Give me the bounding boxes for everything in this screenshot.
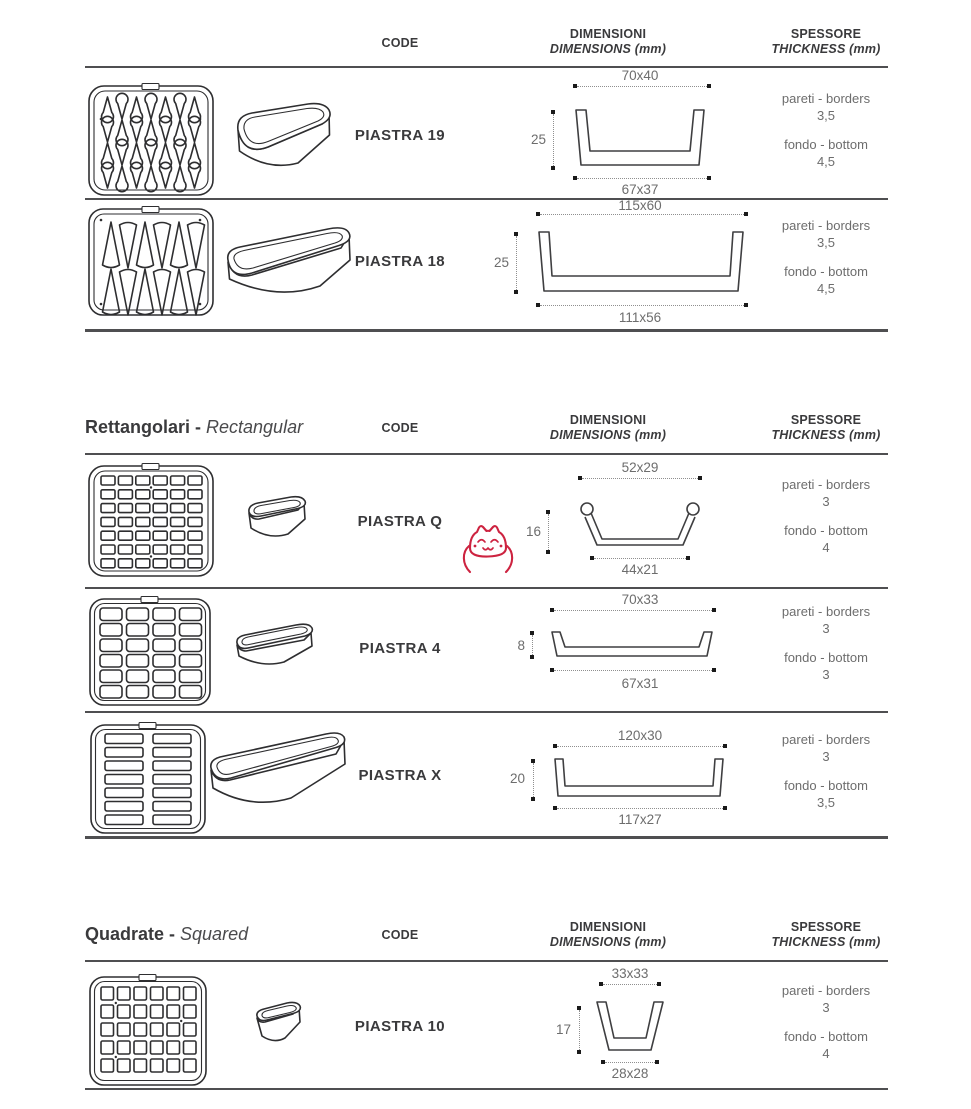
bottom-label: fondo - bottom bbox=[784, 264, 868, 279]
divider bbox=[85, 453, 888, 455]
dim-line-height bbox=[514, 232, 518, 294]
code-text: PIASTRA Q bbox=[357, 513, 443, 530]
dimensions-header-it: DIMENSIONI bbox=[569, 413, 647, 427]
piastra-x-plate-icon bbox=[89, 722, 207, 836]
piastra-19-profile-icon bbox=[571, 108, 709, 170]
dim-line-height bbox=[551, 110, 555, 170]
dim-top-label bbox=[560, 198, 720, 213]
dim-top-value: 70x33 bbox=[621, 592, 659, 607]
dim-line-top bbox=[553, 744, 727, 748]
dim-height-label bbox=[515, 524, 541, 539]
dim-line-bottom bbox=[573, 176, 711, 180]
piastra-4-code bbox=[300, 640, 500, 657]
dimensions-header-en: DIMENSIONS (mm) bbox=[549, 935, 667, 949]
dim-top-value: 70x40 bbox=[621, 68, 659, 83]
dim-height-value: 20 bbox=[509, 771, 525, 786]
divider bbox=[85, 711, 888, 713]
thickness-block bbox=[731, 217, 921, 297]
bottom-value: 4,5 bbox=[816, 281, 836, 296]
dim-bottom-value: 111x56 bbox=[618, 310, 662, 325]
bottom-label: fondo - bottom bbox=[784, 137, 868, 152]
bottom-value: 4 bbox=[822, 1046, 830, 1061]
dim-line-bottom bbox=[601, 1060, 659, 1064]
thickness-block bbox=[731, 603, 921, 683]
piastra-4-profile-icon bbox=[548, 630, 716, 660]
dim-top-value: 120x30 bbox=[617, 728, 663, 743]
dim-top-value: 33x33 bbox=[611, 966, 649, 981]
dim-bottom-label bbox=[560, 310, 720, 325]
dim-line-bottom bbox=[590, 556, 690, 560]
column-header-code bbox=[310, 928, 490, 943]
dim-bottom-label bbox=[550, 1066, 710, 1081]
bottom-label: fondo - bottom bbox=[784, 778, 868, 793]
dim-height-value: 25 bbox=[530, 132, 546, 147]
thickness-header-it: SPESSORE bbox=[790, 27, 862, 41]
dim-bottom-label bbox=[560, 562, 720, 577]
dim-height-label bbox=[501, 638, 525, 653]
column-header-code bbox=[310, 36, 490, 51]
thickness-header-it: SPESSORE bbox=[790, 920, 862, 934]
dim-bottom-value: 67x31 bbox=[621, 676, 659, 691]
dim-line-top bbox=[599, 982, 661, 986]
section-title-en: Squared bbox=[180, 924, 249, 944]
dim-top-label bbox=[550, 966, 710, 981]
code-header-label: CODE bbox=[381, 36, 419, 50]
column-header-thickness bbox=[736, 920, 916, 950]
dim-line-top bbox=[550, 608, 716, 612]
piastra-10-profile-icon bbox=[594, 1000, 666, 1056]
code-text: PIASTRA 10 bbox=[354, 1018, 446, 1035]
dim-bottom-value: 28x28 bbox=[611, 1066, 649, 1081]
dim-line-top bbox=[536, 212, 748, 216]
divider bbox=[85, 198, 888, 200]
piastra-10-code bbox=[300, 1018, 500, 1035]
bottom-value: 4,5 bbox=[816, 154, 836, 169]
thickness-header-en: THICKNESS (mm) bbox=[771, 428, 881, 442]
dimensions-header-it: DIMENSIONI bbox=[569, 27, 647, 41]
piastra-18-plate-icon bbox=[87, 206, 215, 318]
section-title-it: Quadrate - bbox=[85, 924, 181, 944]
code-text: PIASTRA 4 bbox=[359, 640, 441, 657]
piastra-4-plate-icon bbox=[88, 596, 212, 708]
dim-height-label bbox=[483, 255, 509, 270]
piastra-x-code bbox=[300, 767, 500, 784]
dim-top-label bbox=[560, 592, 720, 607]
dim-height-value: 17 bbox=[555, 1022, 571, 1037]
column-header-code bbox=[310, 421, 490, 436]
borders-value: 3 bbox=[822, 494, 830, 509]
thickness-block bbox=[731, 982, 921, 1062]
piastra-19-plate-icon bbox=[87, 82, 215, 198]
dim-height-label bbox=[545, 1022, 571, 1037]
dimensions-header-en: DIMENSIONS (mm) bbox=[549, 428, 667, 442]
section-title-en: Rectangular bbox=[206, 417, 304, 437]
piastra-18-profile-icon bbox=[534, 230, 748, 296]
dim-line-bottom bbox=[550, 668, 716, 672]
bottom-value: 3 bbox=[822, 667, 830, 682]
column-header-dimensions bbox=[518, 920, 698, 950]
dim-height-value: 16 bbox=[525, 524, 541, 539]
thickness-block bbox=[731, 731, 921, 811]
dim-top-label bbox=[560, 728, 720, 743]
dim-height-label bbox=[520, 132, 546, 147]
dim-line-bottom bbox=[536, 303, 748, 307]
cat-mascot-icon bbox=[462, 524, 514, 580]
bottom-value: 3,5 bbox=[816, 795, 836, 810]
code-header-label: CODE bbox=[381, 928, 419, 942]
bottom-label: fondo - bottom bbox=[784, 523, 868, 538]
thickness-header-en: THICKNESS (mm) bbox=[771, 935, 881, 949]
borders-value: 3,5 bbox=[816, 108, 836, 123]
column-header-dimensions bbox=[518, 27, 698, 57]
column-header-thickness bbox=[736, 413, 916, 443]
divider bbox=[85, 960, 888, 962]
borders-label: pareti - borders bbox=[781, 604, 871, 619]
dim-height-label bbox=[499, 771, 525, 786]
divider bbox=[85, 587, 888, 589]
code-text: PIASTRA 19 bbox=[354, 127, 446, 144]
divider bbox=[85, 1088, 888, 1090]
dim-top-value: 115x60 bbox=[618, 198, 662, 213]
borders-value: 3 bbox=[822, 749, 830, 764]
bottom-label: fondo - bottom bbox=[784, 1029, 868, 1044]
borders-label: pareti - borders bbox=[781, 218, 871, 233]
borders-value: 3 bbox=[822, 621, 830, 636]
dimensions-header-it: DIMENSIONI bbox=[569, 920, 647, 934]
piastra-10-mold-icon bbox=[252, 998, 306, 1054]
code-text: PIASTRA 18 bbox=[354, 253, 446, 270]
thickness-block bbox=[731, 90, 921, 170]
dim-line-height bbox=[577, 1006, 581, 1054]
code-text: PIASTRA X bbox=[358, 767, 442, 784]
borders-value: 3,5 bbox=[816, 235, 836, 250]
borders-label: pareti - borders bbox=[781, 983, 871, 998]
dim-line-height bbox=[530, 631, 534, 659]
piastra-x-profile-icon bbox=[551, 757, 727, 801]
borders-label: pareti - borders bbox=[781, 477, 871, 492]
divider bbox=[85, 836, 888, 839]
dim-height-value: 8 bbox=[517, 638, 525, 653]
dim-height-value: 25 bbox=[493, 255, 509, 270]
divider bbox=[85, 66, 888, 68]
dim-top-label bbox=[560, 460, 720, 475]
dim-line-height bbox=[546, 510, 550, 554]
dim-bottom-label bbox=[560, 676, 720, 691]
section-title-squared bbox=[85, 924, 248, 945]
borders-label: pareti - borders bbox=[781, 91, 871, 106]
piastra-10-plate-icon bbox=[88, 974, 208, 1088]
dim-bottom-value: 67x37 bbox=[621, 182, 659, 197]
thickness-header-it: SPESSORE bbox=[790, 413, 862, 427]
code-header-label: CODE bbox=[381, 421, 419, 435]
thickness-block bbox=[731, 476, 921, 556]
dim-bottom-label bbox=[560, 182, 720, 197]
dim-line-height bbox=[531, 759, 535, 801]
borders-label: pareti - borders bbox=[781, 732, 871, 747]
dim-top-label bbox=[560, 68, 720, 83]
section-title-rectangular bbox=[85, 417, 303, 438]
dim-line-top bbox=[573, 84, 711, 88]
section-title-it: Rettangolari - bbox=[85, 417, 207, 437]
bottom-label: fondo - bottom bbox=[784, 650, 868, 665]
borders-value: 3 bbox=[822, 1000, 830, 1015]
dim-bottom-label bbox=[560, 812, 720, 827]
column-header-thickness bbox=[736, 27, 916, 57]
piastra-q-plate-icon bbox=[87, 462, 215, 580]
dim-top-value: 52x29 bbox=[621, 460, 659, 475]
piastra-q-profile-icon bbox=[576, 500, 704, 552]
thickness-header-en: THICKNESS (mm) bbox=[771, 42, 881, 56]
piastra-19-code bbox=[300, 127, 500, 144]
dim-line-bottom bbox=[553, 806, 727, 810]
divider bbox=[85, 329, 888, 332]
dim-bottom-value: 117x27 bbox=[618, 812, 662, 827]
column-header-dimensions bbox=[518, 413, 698, 443]
dimensions-header-en: DIMENSIONS (mm) bbox=[549, 42, 667, 56]
dim-bottom-value: 44x21 bbox=[621, 562, 659, 577]
piastra-18-code bbox=[300, 253, 500, 270]
dim-line-top bbox=[578, 476, 702, 480]
bottom-value: 4 bbox=[822, 540, 830, 555]
